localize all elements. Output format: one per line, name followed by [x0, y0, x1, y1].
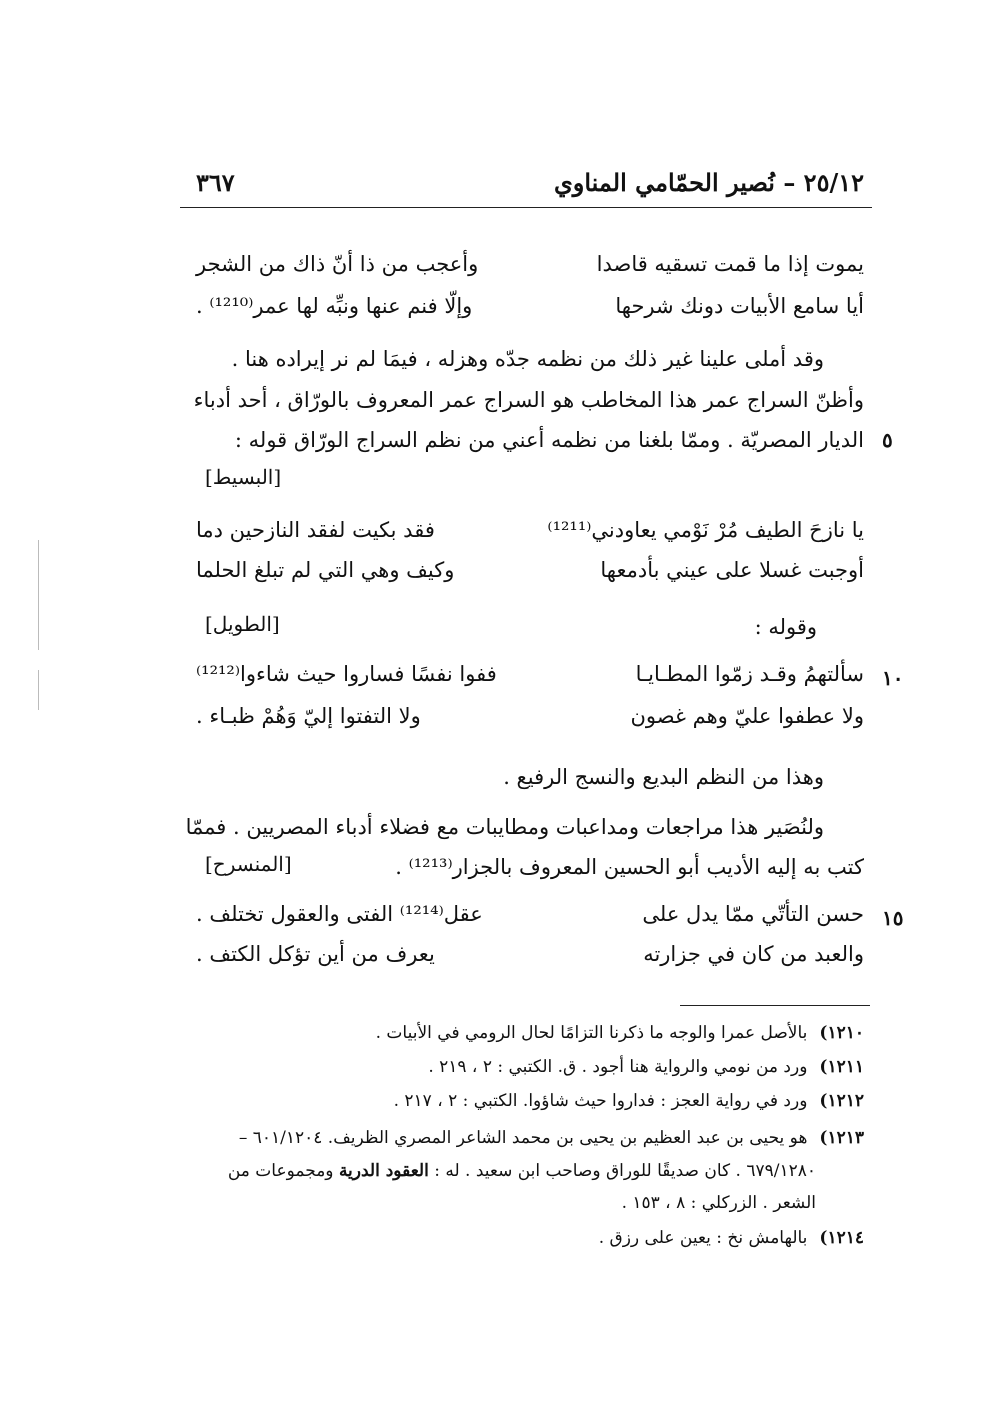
verse-second-hemistich: ولا التفتوا إليّ وَهُمْ ظبـاء .	[196, 704, 421, 728]
verse-second-hemistich: وإلّا فنم عنها ونبِّه لها عمر⁽¹²¹⁰⁾ .	[196, 294, 473, 318]
footnote-text: هو يحيى بن عبد العظيم بن يحيى بن محمد الشاعر المصري الظريف. ٦٠١/١٢٠٤ –	[238, 1128, 808, 1148]
footnote-continuation	[196, 1158, 816, 1185]
footnote-rule	[680, 1005, 870, 1006]
header-rule	[180, 207, 872, 208]
verse-line	[196, 942, 864, 974]
verse-first-hemistich: يا نازحَ الطيف مُرْ نَوْمي يعاودني⁽¹²¹¹⁾	[547, 518, 864, 542]
footnote	[196, 1225, 864, 1252]
verse-line	[196, 902, 864, 934]
verse-line	[196, 704, 864, 736]
footnote-text: ورد من نومي والرواية هنا أجود . ق. الكتبي : ٢ ، ٢١٩ .	[428, 1057, 808, 1077]
verse-first-hemistich: يموت إذا ما قمت تسقيه قاصدا	[596, 252, 864, 276]
verse-second-hemistich: وكيف وهي التي لم تبلغ الحلما	[196, 558, 455, 582]
verse-line	[196, 252, 864, 284]
verse-second-hemistich: فقد بكيت لفقد النازحين دما	[196, 518, 435, 542]
footnote-number: ١٢١١)	[819, 1057, 864, 1077]
verse-first-hemistich: حسن التأتّي ممّا يدل على	[642, 902, 864, 926]
verse-line	[196, 294, 864, 326]
verse-first-hemistich: سألتهمُ وقـد زمّوا المطـايـا	[635, 662, 864, 686]
verse-second-hemistich: يعرف من أين تؤكل الكتف .	[196, 942, 435, 966]
prose-line: ولنُصَير هذا مراجعات ومداعبات ومطايبات مع فضلاء أدباء المصريين . فممّا	[185, 815, 824, 839]
footnote-text: ومجموعات من	[227, 1161, 334, 1181]
footnote-text: بالأصل عمرا والوجه ما ذكرنا التزامًا لحال الرومي في الأبيات .	[375, 1023, 808, 1043]
footnote-number: ١٢١٤)	[819, 1228, 864, 1248]
footnote-text: الشعر . الزركلي : ٨ ، ١٥٣ .	[621, 1193, 816, 1213]
verse-second-hemistich: ففوا نفسًا فساروا حيث شاءوا⁽¹²¹²⁾	[196, 662, 497, 686]
verse-first-hemistich: ولا عطفوا عليّ وهم غصون	[630, 704, 864, 728]
prose-line: الديار المصريّة . وممّا بلغنا من نظمه أعني من نظم السراج الورّاق قوله :	[234, 428, 864, 452]
line-number: ١٥	[882, 906, 904, 930]
footnote-number: ١٢١٣)	[819, 1128, 864, 1148]
footnote-book-title: العقود الدرية	[338, 1161, 429, 1181]
footnote-text: ٦٧٩/١٢٨٠ . كان صديقًا للوراق وصاحب ابن سعيد . له :	[434, 1161, 816, 1181]
meter-label: [المنسرح]	[205, 852, 292, 876]
footnote-number: ١٢١٠)	[819, 1023, 864, 1043]
footnote-text: بالهامش نخ : يعين على رزق .	[598, 1228, 808, 1248]
prose-line: وقوله :	[754, 615, 817, 639]
footnote-text: ورد في رواية العجز : فداروا حيث شاؤوا. الكتبي : ٢ ، ٢١٧ .	[393, 1091, 808, 1111]
prose-line: وأظنّ السراج عمر هذا المخاطب هو السراج عمر المعروف بالورّاق ، أحد أدباء	[193, 388, 864, 412]
running-head-title: ٢٥/١٢ – نُصير الحمّامي المناوي	[553, 168, 864, 197]
footnote-continuation	[196, 1190, 816, 1217]
footnote	[196, 1054, 864, 1081]
scan-margin-mark	[38, 670, 39, 710]
footnote-number: ١٢١٢)	[819, 1091, 864, 1111]
meter-label: [الطويل]	[205, 612, 280, 636]
verse-second-hemistich: عقل⁽¹²¹⁴⁾ الفتى والعقول تختلف .	[196, 902, 483, 926]
verse-line	[196, 518, 864, 550]
footnote	[196, 1020, 864, 1047]
line-number: ١٠	[882, 666, 904, 690]
prose-line: وقد أملى علينا غير ذلك من نظمه جدّه وهزله ، فيمَا لم نر إيراده هنا .	[231, 347, 824, 371]
scan-margin-mark	[38, 540, 39, 650]
verse-line	[196, 558, 864, 590]
verse-first-hemistich: أوجبت غسلا على عيني بأدمعها	[600, 558, 864, 582]
verse-first-hemistich: والعبد من كان في جزارته	[643, 942, 864, 966]
meter-label: [البسيط]	[205, 465, 282, 489]
line-number: ٥	[882, 428, 893, 452]
page-number: ٣٦٧	[196, 168, 235, 197]
verse-line	[196, 662, 864, 694]
footnote	[196, 1125, 864, 1152]
verse-first-hemistich: أيا سامع الأبيات دونك شرحها	[615, 294, 864, 318]
prose-line: كتب به إليه الأديب أبو الحسين المعروف بالجزار⁽¹²¹³⁾ .	[395, 855, 864, 879]
prose-line: وهذا من النظم البديع والنسج الرفيع .	[503, 765, 824, 789]
footnote	[196, 1088, 864, 1115]
verse-second-hemistich: وأعجب من ذا أنّ ذاك من الشجر	[196, 252, 479, 276]
